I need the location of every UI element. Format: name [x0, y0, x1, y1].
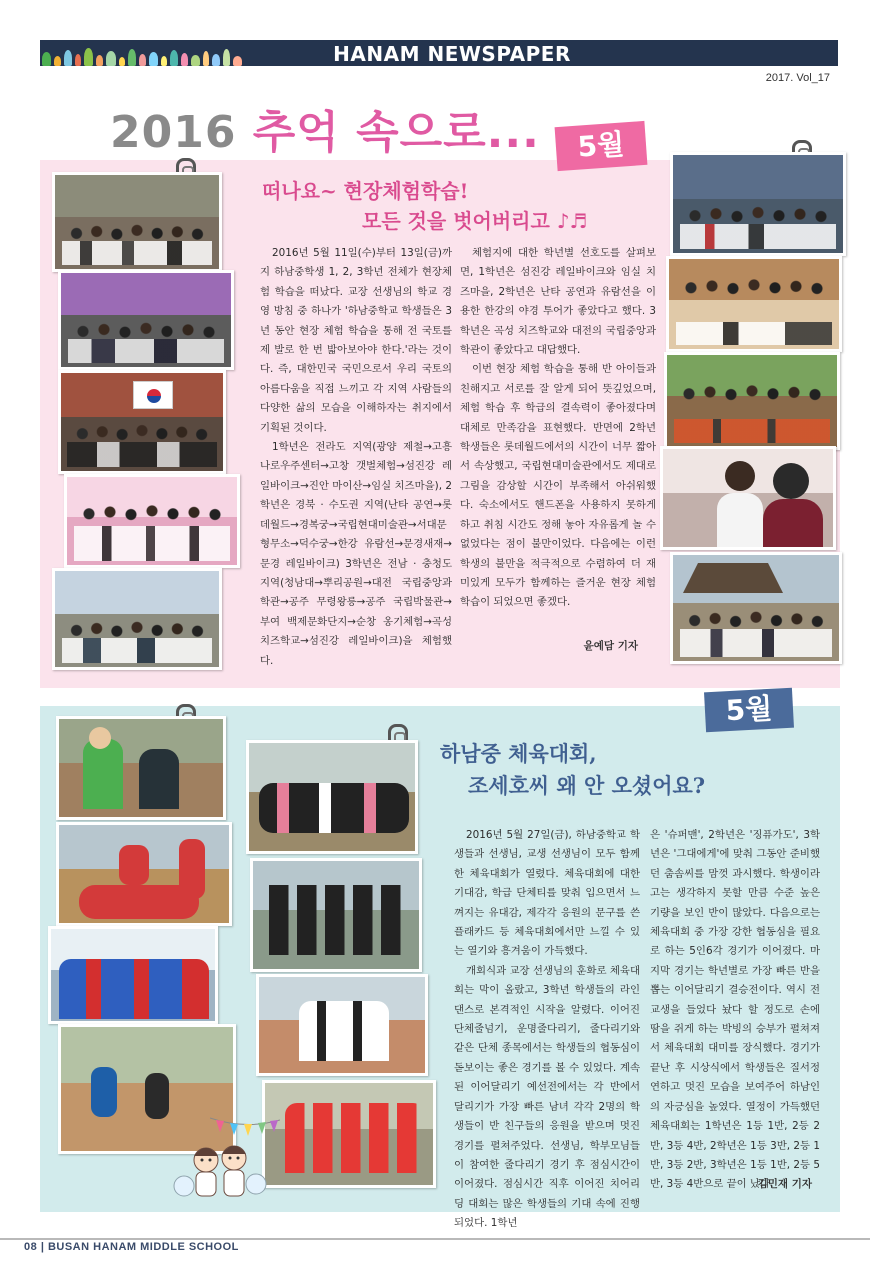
article1-photo-palace-group — [670, 552, 842, 664]
article2-photo-superman-cheer — [48, 926, 218, 1024]
article1-column-1 — [260, 244, 452, 671]
page-title-year: 2016 — [110, 107, 237, 158]
article1-photo-cheese-making — [666, 256, 842, 352]
article1-photo-rail-bike — [664, 352, 840, 450]
footer-divider — [0, 1238, 870, 1240]
article1-paragraph: 2016년 5월 11일(수)부터 13일(금)까지 하남중학생 1, 2, 3학년 전체가 현장체험 학습을 떠났다. 교장 선생님의 학교 경영 방침 중 하나가 '하남중학교 학생들은 3년 동안 현장 체험 학습을 통해 전 국토를 제 발로 한 번 밟아보아야 한다.'라는 것이다. 즉, 대한민국 국민으로서 우리 국토의 아름다움을 직접 느끼고 각 지역 사람들의 다양한 삶의 모습을 이해하자는 취지에서 기획된 것이다. — [260, 247, 452, 434]
article2-photo-tug-of-war-teachers — [56, 716, 226, 820]
footer — [24, 1241, 239, 1253]
article1-photo-group-tent — [58, 270, 234, 370]
article2-headline — [440, 738, 840, 802]
article1-photo-group-outdoor — [52, 568, 222, 670]
cheerleader-doodle-icon — [170, 1136, 270, 1206]
article2-paragraph: 2016년 5월 27일(금), 하남중학교 학생들과 선생님, 교생 선생님이 모두 함께한 체육대회가 열렸다. 체육대회에 대한 기대감, 학급 단체티를 맞춰 입으면서 느껴지는 유대감, 제각각 응원의 문구를 쓴 플래카드 등 체육대회에서만 느낄 수 있는 열기와 흥겨움이 가득했다. — [454, 829, 640, 958]
page-title-phrase: 추억 속으로... — [252, 107, 540, 158]
article2-photo-line-dance — [250, 858, 422, 972]
page-title — [110, 96, 540, 160]
article2-byline: 김민재 기자 — [757, 1178, 812, 1190]
issue-number: 2017. Vol_17 — [765, 72, 830, 84]
article2-column-2 — [650, 826, 820, 1195]
article1-photo-amusement-park — [670, 152, 846, 256]
article2-photo-cheer-pose — [256, 974, 428, 1076]
article2-paragraph: 개회식과 교장 선생님의 훈화로 체육대회는 막이 올랐고, 3학년 학생들의 라인댄스로 본격적인 시작을 알렸다. 이어진 단체줄넘기, 운명줄다리기, 줄다리기와 같은 단체 종목에서는 학생들의 협동심이 돋보이는 좋은 경기를 볼 수 있었다. 계속된 이어달리기 예선전에서는 각 반에서 달리기가 가장 빠른 남녀 각각 2명의 학생들이 반 친구들의 응원을 받으며 멋진 경기를 펼쳐주었다. 선생님, 학부모님들이 참여한 줄다리기 경기 후 점심시간이 이어졌다. 점심시간 직후 이어진 치어리딩 대회는 많은 학생들의 기대 속에 진행되었다. 1학년 — [454, 964, 640, 1230]
article1-paragraph: 이번 현장 체험 학습을 통해 반 아이들과 친해지고 서로를 잘 알게 되어 뜻깊었으며, 체험 학습 후 학급의 결속력이 좋아졌다며 대체로 만족감을 표현했다. 반면에 2학년 학생들은 롯데월드에서의 시간이 너무 짧아서 속상했고, 국립현대미술관에서도 제대로 그림을 감상할 시간이 부족해서 아쉬워했다. 숙소에서도 핸드폰을 사용하지 못하게 하고 취침 시간도 정해 놓아 자유롭게 놀 수 없었다는 점이 불만이었다. 다음에는 이런 학생의 불만을 적극적으로 수렴하여 더 재미있게 모두가 함께하는 즐거운 현장 체험 학습이 되었으면 좋겠다. — [460, 363, 656, 609]
article2-photo-red-costume-dance — [262, 1080, 436, 1188]
article1-photo-group-flag — [58, 370, 226, 474]
page-number: 08 — [24, 1241, 38, 1253]
school-name: BUSAN HANAM MIDDLE SCHOOL — [47, 1241, 239, 1253]
article1-photo-girls-stage — [64, 474, 240, 568]
header-decoration-trees — [42, 44, 252, 66]
article1-column-2 — [460, 244, 656, 613]
article2-headline-line2: 조세호씨 왜 안 오셨어요? — [468, 773, 706, 798]
article1-month-tag: 5월 — [555, 121, 648, 171]
article1-photo-student-mic — [660, 446, 836, 550]
footer-separator: | — [40, 1241, 45, 1253]
article2-headline-line1: 하남중 체육대회, — [440, 741, 597, 766]
article2-photo-tug-of-war-students — [246, 740, 418, 854]
article2-month-tag: 5월 — [704, 688, 794, 733]
article1-paragraph: 1학년은 전라도 지역(광양 제철→고흥 나로우주센터→고창 갯벌체험→섬진강 레일바이크→진안 마이산→임실 치즈마을), 2학년은 경북 · 수도권 지역(난타 공연→롯데월드→경복궁→국립현대미술관→서대문 형무소→덕수궁→한강 유람선→문경새재→문경 레일바이크) 3학년은 전남 · 충청도 지역(청남대→뿌리공원→대전 국립중앙과학관→공주 무령왕릉→공주 국립박물관→부여 백제문화단지→순창 옹기체험→곡성 치즈학교→섬진강 레일바이크)을 체험했다. — [260, 441, 452, 667]
article2-photo-human-pyramid — [56, 822, 232, 926]
article1-byline: 윤예담 기자 — [583, 640, 638, 652]
article1-headline — [262, 176, 672, 236]
article1-headline-line2: 모든 것을 벗어버리고 ♪♬ — [362, 209, 588, 233]
article2-column-1 — [454, 826, 640, 1234]
article1-photo-group-building — [52, 172, 222, 272]
newspaper-title: HANAM NEWSPAPER — [333, 42, 571, 66]
article2-paragraph: 은 '슈퍼맨', 2학년은 '징퓨가도', 3학년은 '그대에게'에 맞춰 그동안 준비했던 춤솜씨를 맘껏 과시했다. 학생이라고는 생각하지 못할 만큼 수준 높은 기량을 보인 반이 많았다. 다음으로는 체육대회 중 가장 강한 협동심을 필요로 하는 5인6각 경기가 이어졌다. 마지막 경기는 학년별로 가장 빠른 반을 뽑는 이어달리기 결승전이다. 역시 전교생을 들었다 놨다 할 정도로 손에 땀을 쥐게 하는 박빙의 승부가 펼쳐져서 체육대회 대미를 장식했다. 경기가 끝난 후 시상식에서 학생들은 질서정연하고 멋진 모습을 보여주어 하남인의 자긍심을 높였다. 열정이 가득했던 체육대회는 1학년은 1등 1반, 2등 2반, 3등 4반, 2학년은 1등 3반, 2등 1반, 3등 2반, 3학년은 1등 1반, 2등 5반, 3등 4반으로 끝이 났다. — [650, 829, 820, 1191]
article1-paragraph: 체험지에 대한 학년별 선호도를 살펴보면, 1학년은 섬진강 레일바이크와 임실 치즈마을, 2학년은 난타 공연과 유람선을 이용한 한강의 야경 투어가 좋았다고 했다. 3학년은 곡성 치즈학교와 대전의 국립중앙과학관이 좋았다고 대답했다. — [460, 247, 656, 357]
article1-headline-line1: 떠나요~ 현장체험학습! — [262, 179, 469, 203]
